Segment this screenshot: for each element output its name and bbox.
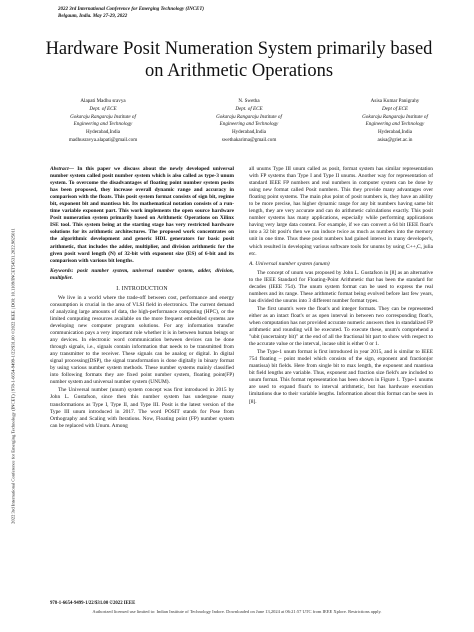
- author-email: swethakarima@gmail.com: [221, 136, 277, 143]
- subsection-heading-unum: A. Universal number system (unum): [249, 260, 330, 267]
- keywords: Keywords: posit number system, universal number system, adder, division, multiplier.: [50, 267, 234, 281]
- body-paragraph-4: The Type-1 unum format is first introduced in year 2015, and is similar to IEEE 754 floating – point model which consists of the sign, exponent and fraction(or mantissa) bit fields. Here from single bit to max length, the exponent and mantissa bit field lengths are variable. Thus, exponent and fraction size field's are included to unum format. This format representation has been shown in Figure 1. Type-1 unums are used to expand float's to interval arithmetic, but has hardware execution limitations due to their variable lengths. Information about this format can be seen in [8].: [249, 349, 433, 405]
- author-dept: Dept of ECE: [381, 105, 409, 112]
- author-institute: Gokaraju Rangaraju Institute of: [70, 113, 136, 120]
- conference-name: 2022 3rd International Conference for Emerging Technology (INCET): [58, 7, 205, 12]
- author-institute-2: Engineering and Technology: [365, 121, 425, 128]
- abstract-lead: Abstract—: [50, 166, 74, 172]
- doi-sidebar-text: 2022 3rd International Conference for Emerging Technology (INCET) | 978-1-6654-9499-1/22/$31.00 ©2022 IEEE | DOI: 10.1109/INCET54531.2022.9825011: [10, 228, 16, 524]
- left-column: [50, 166, 234, 586]
- author-city: Hyderabad,India: [231, 129, 267, 136]
- author-institute-2: Engineering and Technology: [73, 121, 133, 128]
- authorized-use-notice: Authorized licensed use limited to: Indian Institute of Technology Indore. Downloaded on June 13,2024 at 06:21:57 UTC from IEEE Xplore. Restrictions apply.: [92, 609, 382, 614]
- author-dept: Dept. of ECE: [235, 105, 263, 112]
- intro-paragraph-2: The Universal number (unum) system concept was first introduced in 2015 by John L. Gustafson, since then this number system has undergone many transformations as Type I, Type II, and Type III. Posit is the latest version of the Type III unum introduced in 2017. The word POSIT stands for Pose from Orthography and Scaling with Iterations. Now, Floating point (FP) number system can be replaced with Unum. Among: [50, 387, 234, 429]
- author-email: asisa@griet.ac.in: [377, 136, 413, 143]
- author-dept: Dept. of ECE: [89, 105, 117, 112]
- author-institute-2: Engineering and Technology: [219, 121, 279, 128]
- author-institute: Gokaraju Rangaraju Institute of: [362, 113, 428, 120]
- author-2: [190, 98, 308, 145]
- conference-location: Belgaum, India. May 27-29, 2022: [58, 14, 128, 19]
- author-1: [44, 98, 162, 145]
- author-city: Hyderabad,India: [377, 129, 413, 136]
- author-city: Hyderabad,India: [85, 129, 121, 136]
- section-heading-introduction: I. INTRODUCTION: [116, 285, 168, 292]
- isbn-footer: 978-1-6654-9499-1/22/$31.00 ©2022 IEEE: [50, 601, 136, 606]
- doi-sidebar: [8, 166, 18, 586]
- abstract: [50, 166, 234, 265]
- right-column: [249, 166, 433, 586]
- author-block: [44, 98, 454, 145]
- author-institute: Gokaraju Rangaraju Institute of: [216, 113, 282, 120]
- author-name: Asisa Kumar Panigrahy: [370, 98, 420, 104]
- body-paragraph-2: The concept of unum was proposed by John L. Gustafson in [8] as an alternative to the IEEE Standard for Floating-Point Arithmetic that has been the standard for decades (IEEE 754). The unum system format can be used to express the real numbers and its range. These arithmetic format being evolved before last few years, has divided the unums into 3 different number format types.: [249, 269, 433, 304]
- author-3: [336, 98, 454, 145]
- author-email: madhusravya.alapati@gmail.com: [68, 136, 138, 143]
- paper-title: Hardware Posit Numeration System primarily based on Arithmetic Operations: [45, 39, 433, 81]
- intro-paragraph-1: We live in a world where the trade-off between cost, performance and energy consumption is crucial in the area of VLSI field in electronics. The current demand of analyzing large amounts of data, the high-performance computing (HPC), or the limited computing resources available on the more frequent embedded systems are developing new computer program solutions. For any information transfer communication pays a very important role whether it is in between human beings or any devices. In electronic word communication between devices can be done through signals, i.e., signals contain information that needs to be transmitted from any transmitter to the receiver. These signals can be analog or digital. In digital signal processing(DSP), the signal transformation is done digitally in binary format by using various number system methods. These number systems mainly classified into following formats they are fixed point number system, floating point(FP) number system and universal number system (UNUM).: [50, 294, 234, 386]
- author-name: N. Swetha: [238, 98, 260, 104]
- conference-header: [58, 6, 204, 20]
- author-name: Alapati Madhu sravya: [80, 98, 126, 104]
- abstract-text: In this paper we discuss about the newly developed universal number system called posit number system which is also called as type-3 unum system. To overcome the disadvantages of floating point number system posits has been proposed, they increase overall dynamic range and accuracy in comparison with the floats. This posit system format consists of sign bit, regime bit, exponent bit and mantissa bit. Its mathematical notation consists of a run-time variable exponent part. This work implements the open source hardware Posit numeration system primarily based on Arithmetic Operations on Xilinx ISE tool. This system being at the starting stage has very restricted hardware solutions for its arithmetic architectures. The proposed work concentrates on the algorithmic development and generic HDL generators for basic posit arithmetic, that includes the adder, multiplier, and division arithmetic for the given posit word length (N) of 32-bit with exponent size (ES) of 6-bit and its comparison with various bit lengths.: [50, 166, 234, 264]
- body-paragraph-1: all unums Type III unum called as posit, format system has similar representation with FP systems than Type I and Type II unums. Another way for representation of standard IEEE FP numbers and real numbers in computer system can be done by using new format called Posit numbers. This they provide many advantages over floating point systems. The main plus point of posit numbers is, they have an ability to be more precise, has higher dynamic range for any bit numbers having same bit length, they are very accurate and can do arithmetic calculations exactly. This posit number systems has many applications, especially while performing applications having very large data content. For example, if we can convert a 64 bit IEEE float's into a 32 bit posit's then we can induce twice as much as numbers into the memory unit in one time. Thus these posit numbers had gained interest in many developer's, which resulted in developing various software tools for unums by using C++,C, julia etc.: [249, 166, 433, 257]
- body-paragraph-3: The first unum's were the float's and integer formats. They can be represented either as an intact float's or as open interval in between two corresponding float's, when computation has not provided accurate numeric answers then in standalized FP arithmetic and rounding will be executed. To execute these, unum's comprehend a "ubit (uncertainty bit)" at the end of all the fractional bit part to show with respect to the accurate value or the interval, incase ubit is either 0 or 1.: [249, 305, 433, 348]
